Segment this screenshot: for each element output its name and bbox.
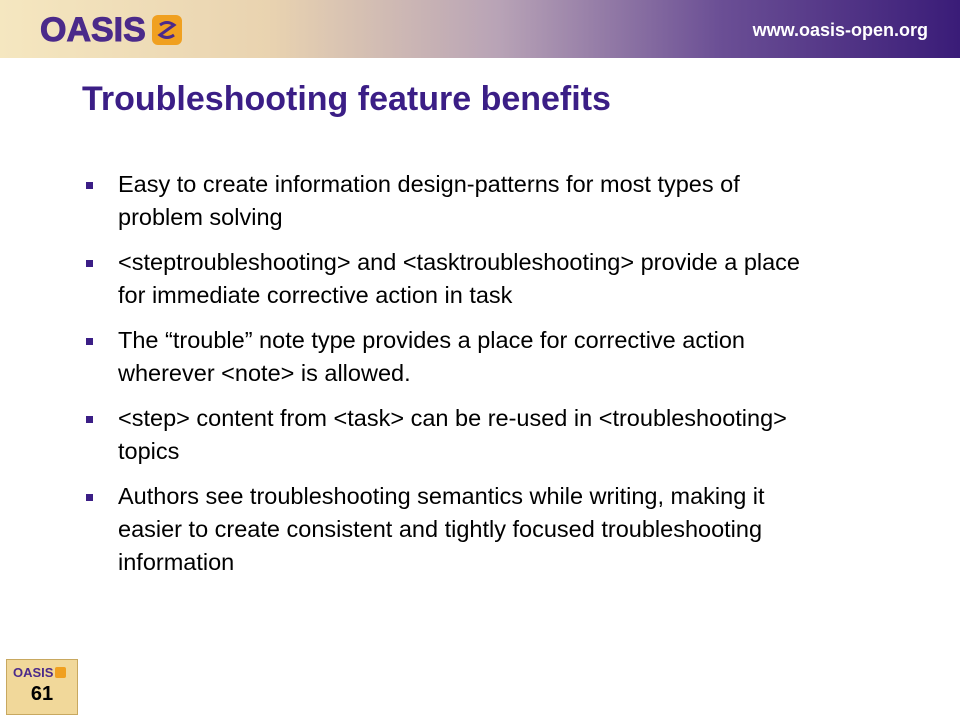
footer-oasis-logo [13,665,66,680]
page-number-badge [6,659,78,715]
bullet-text: Easy to create information design-patterns for most types of problem solving [118,171,740,230]
bullet-item [80,168,820,234]
oasis-logo[interactable] [40,10,182,50]
bullet-text: Authors see troubleshooting semantics while writing, making it easier to create consistent and tightly focused troubleshooting information [118,483,765,575]
page-number: 61 [30,683,54,705]
footer-logo-text: OASIS [13,665,54,680]
bullet-text: <step> content from <task> can be re-used in <troubleshooting> topics [118,405,787,464]
bullet-item [80,246,820,312]
bullet-item [80,324,820,390]
bullet-text: <steptroubleshooting> and <tasktroubleshooting> provide a place for immediate corrective action in task [118,249,800,308]
bullet-text: The “trouble” note type provides a place for corrective action wherever <note> is allowed. [118,327,745,386]
bullet-square-icon [86,338,93,345]
bullet-square-icon [86,260,93,267]
header-url[interactable]: www.oasis-open.org [752,20,928,40]
bullet-list [80,168,820,591]
oasis-logo-text: OASIS [40,10,146,49]
bullet-square-icon [86,182,93,189]
header-band [0,0,960,58]
bullet-square-icon [86,416,93,423]
bullet-square-icon [86,494,93,501]
footer-logo-mark-icon [55,667,66,678]
bullet-item [80,402,820,468]
oasis-logo-mark-icon [152,15,182,45]
bullet-item [80,480,820,579]
slide-title: Troubleshooting feature benefits [82,80,611,118]
